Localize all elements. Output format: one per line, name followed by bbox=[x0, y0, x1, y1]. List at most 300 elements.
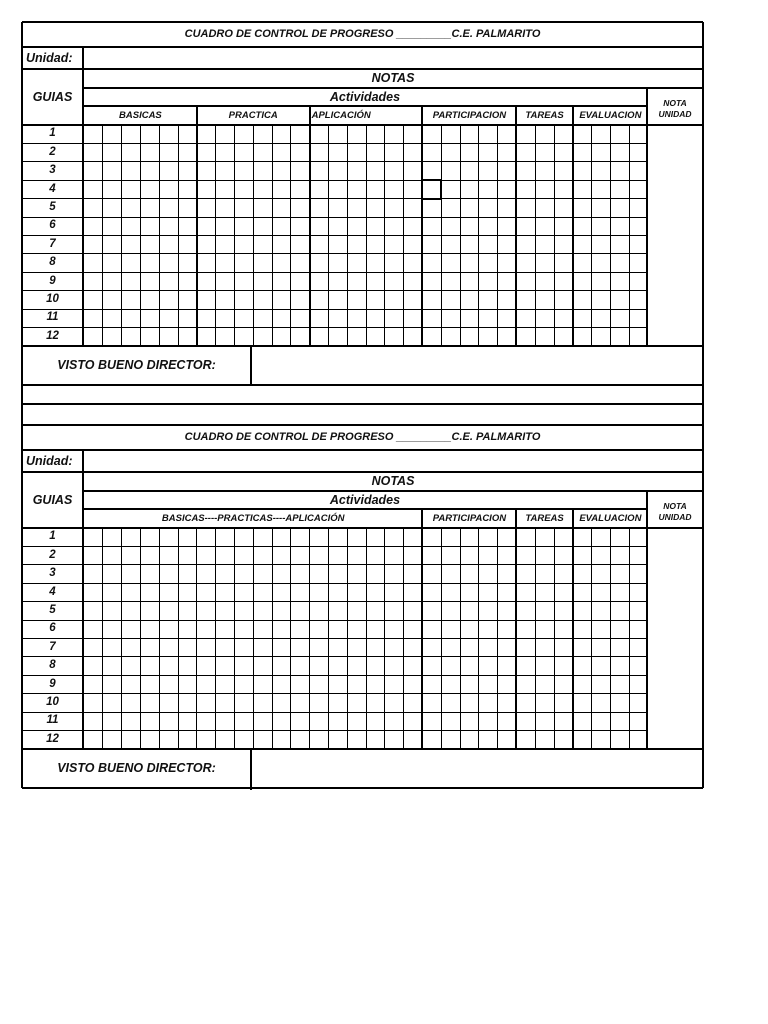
grade-cell[interactable] bbox=[366, 712, 385, 730]
grade-cell[interactable] bbox=[347, 620, 366, 638]
grade-cell[interactable] bbox=[234, 620, 253, 638]
grade-cell[interactable] bbox=[328, 272, 347, 290]
grade-cell[interactable] bbox=[479, 272, 498, 290]
grade-cell[interactable] bbox=[498, 657, 517, 675]
grade-cell[interactable] bbox=[103, 254, 122, 272]
grade-cell[interactable] bbox=[310, 217, 329, 235]
grade-cell[interactable] bbox=[498, 546, 517, 564]
grade-cell[interactable] bbox=[84, 602, 103, 620]
grade-cell[interactable] bbox=[347, 125, 366, 143]
grade-cell[interactable] bbox=[291, 254, 310, 272]
grade-cell[interactable] bbox=[103, 327, 122, 345]
grade-cell[interactable] bbox=[479, 327, 498, 345]
grade-cell[interactable] bbox=[366, 180, 385, 198]
grade-cell[interactable] bbox=[253, 638, 272, 656]
grade-cell[interactable] bbox=[159, 638, 178, 656]
blank-row[interactable] bbox=[22, 385, 703, 404]
grade-cell[interactable] bbox=[122, 291, 141, 309]
grade-cell[interactable] bbox=[103, 694, 122, 712]
grade-cell[interactable] bbox=[535, 235, 554, 253]
grade-cell[interactable] bbox=[441, 309, 460, 327]
grade-cell[interactable] bbox=[385, 180, 404, 198]
grade-cell[interactable] bbox=[347, 546, 366, 564]
grade-cell[interactable] bbox=[328, 125, 347, 143]
grade-cell[interactable] bbox=[328, 327, 347, 345]
grade-cell[interactable] bbox=[159, 327, 178, 345]
grade-cell[interactable] bbox=[535, 180, 554, 198]
grade-cell[interactable] bbox=[422, 657, 441, 675]
grade-cell[interactable] bbox=[441, 712, 460, 730]
grade-cell[interactable] bbox=[347, 199, 366, 217]
grade-cell[interactable] bbox=[573, 583, 592, 601]
grade-cell[interactable] bbox=[84, 546, 103, 564]
grade-cell[interactable] bbox=[178, 235, 197, 253]
grade-cell[interactable] bbox=[366, 583, 385, 601]
grade-cell[interactable] bbox=[404, 199, 423, 217]
grade-cell[interactable] bbox=[272, 254, 291, 272]
grade-cell[interactable] bbox=[234, 730, 253, 748]
grade-cell[interactable] bbox=[404, 730, 423, 748]
unidad-input[interactable] bbox=[83, 450, 703, 472]
grade-cell[interactable] bbox=[592, 217, 611, 235]
grade-cell[interactable] bbox=[629, 565, 648, 583]
grade-cell[interactable] bbox=[272, 730, 291, 748]
grade-cell[interactable] bbox=[629, 675, 648, 693]
grade-cell[interactable] bbox=[122, 638, 141, 656]
grade-cell[interactable] bbox=[272, 565, 291, 583]
grade-cell[interactable] bbox=[216, 309, 235, 327]
grade-cell[interactable] bbox=[516, 638, 535, 656]
grade-cell[interactable] bbox=[178, 291, 197, 309]
grade-cell[interactable] bbox=[234, 583, 253, 601]
grade-cell[interactable] bbox=[441, 675, 460, 693]
grade-cell[interactable] bbox=[422, 162, 441, 180]
grade-cell[interactable] bbox=[84, 180, 103, 198]
grade-cell[interactable] bbox=[366, 217, 385, 235]
grade-cell[interactable] bbox=[460, 546, 479, 564]
grade-cell[interactable] bbox=[592, 272, 611, 290]
grade-cell[interactable] bbox=[479, 694, 498, 712]
grade-cell[interactable] bbox=[291, 125, 310, 143]
grade-cell[interactable] bbox=[159, 546, 178, 564]
grade-cell[interactable] bbox=[554, 162, 573, 180]
grade-cell[interactable] bbox=[498, 565, 517, 583]
grade-cell[interactable] bbox=[272, 199, 291, 217]
grade-cell[interactable] bbox=[347, 235, 366, 253]
grade-cell[interactable] bbox=[535, 272, 554, 290]
grade-cell[interactable] bbox=[310, 199, 329, 217]
grade-cell[interactable] bbox=[422, 528, 441, 546]
grade-cell[interactable] bbox=[178, 675, 197, 693]
grade-cell[interactable] bbox=[310, 546, 329, 564]
grade-cell[interactable] bbox=[234, 712, 253, 730]
grade-cell[interactable] bbox=[516, 254, 535, 272]
grade-cell[interactable] bbox=[159, 180, 178, 198]
grade-cell[interactable] bbox=[103, 638, 122, 656]
grade-cell[interactable] bbox=[441, 657, 460, 675]
grade-cell[interactable] bbox=[385, 694, 404, 712]
grade-cell[interactable] bbox=[498, 583, 517, 601]
grade-cell[interactable] bbox=[479, 180, 498, 198]
grade-cell[interactable] bbox=[253, 180, 272, 198]
grade-cell[interactable] bbox=[140, 327, 159, 345]
grade-cell[interactable] bbox=[385, 712, 404, 730]
grade-cell[interactable] bbox=[422, 291, 441, 309]
grade-cell[interactable] bbox=[178, 730, 197, 748]
grade-cell[interactable] bbox=[460, 657, 479, 675]
grade-cell[interactable] bbox=[310, 327, 329, 345]
grade-cell[interactable] bbox=[385, 143, 404, 161]
grade-cell[interactable] bbox=[347, 730, 366, 748]
grade-cell[interactable] bbox=[122, 199, 141, 217]
grade-cell[interactable] bbox=[404, 125, 423, 143]
grade-cell[interactable] bbox=[84, 254, 103, 272]
grade-cell[interactable] bbox=[385, 675, 404, 693]
grade-cell[interactable] bbox=[216, 199, 235, 217]
grade-cell[interactable] bbox=[234, 235, 253, 253]
grade-cell[interactable] bbox=[253, 565, 272, 583]
grade-cell[interactable] bbox=[573, 254, 592, 272]
grade-cell[interactable] bbox=[234, 180, 253, 198]
grade-cell[interactable] bbox=[516, 235, 535, 253]
grade-cell[interactable] bbox=[291, 602, 310, 620]
grade-cell[interactable] bbox=[140, 162, 159, 180]
grade-cell[interactable] bbox=[610, 217, 629, 235]
grade-cell[interactable] bbox=[385, 217, 404, 235]
grade-cell[interactable] bbox=[197, 235, 216, 253]
grade-cell[interactable] bbox=[592, 638, 611, 656]
grade-cell[interactable] bbox=[216, 620, 235, 638]
grade-cell[interactable] bbox=[554, 309, 573, 327]
grade-cell[interactable] bbox=[629, 327, 648, 345]
grade-cell[interactable] bbox=[554, 180, 573, 198]
grade-cell[interactable] bbox=[140, 565, 159, 583]
grade-cell[interactable] bbox=[84, 694, 103, 712]
grade-cell[interactable] bbox=[291, 235, 310, 253]
grade-cell[interactable] bbox=[197, 162, 216, 180]
grade-cell[interactable] bbox=[347, 583, 366, 601]
grade-cell[interactable] bbox=[272, 235, 291, 253]
grade-cell[interactable] bbox=[422, 694, 441, 712]
grade-cell[interactable] bbox=[347, 143, 366, 161]
grade-cell[interactable] bbox=[234, 162, 253, 180]
grade-cell[interactable] bbox=[385, 235, 404, 253]
grade-cell[interactable] bbox=[310, 235, 329, 253]
grade-cell[interactable] bbox=[385, 254, 404, 272]
grade-cell[interactable] bbox=[328, 546, 347, 564]
grade-cell[interactable] bbox=[159, 730, 178, 748]
grade-cell[interactable] bbox=[122, 143, 141, 161]
grade-cell[interactable] bbox=[84, 327, 103, 345]
grade-cell[interactable] bbox=[573, 730, 592, 748]
grade-cell[interactable] bbox=[592, 309, 611, 327]
grade-cell[interactable] bbox=[366, 730, 385, 748]
grade-cell[interactable] bbox=[347, 712, 366, 730]
grade-cell[interactable] bbox=[498, 638, 517, 656]
grade-cell[interactable] bbox=[328, 638, 347, 656]
grade-cell[interactable] bbox=[516, 565, 535, 583]
grade-cell[interactable] bbox=[84, 199, 103, 217]
grade-cell[interactable] bbox=[310, 602, 329, 620]
grade-cell[interactable] bbox=[310, 125, 329, 143]
grade-cell[interactable] bbox=[366, 235, 385, 253]
grade-cell[interactable] bbox=[103, 712, 122, 730]
grade-cell[interactable] bbox=[441, 583, 460, 601]
grade-cell[interactable] bbox=[178, 327, 197, 345]
grade-cell[interactable] bbox=[629, 125, 648, 143]
grade-cell[interactable] bbox=[479, 162, 498, 180]
grade-cell[interactable] bbox=[498, 162, 517, 180]
grade-cell[interactable] bbox=[498, 309, 517, 327]
grade-cell[interactable] bbox=[84, 125, 103, 143]
grade-cell[interactable] bbox=[592, 730, 611, 748]
grade-cell[interactable] bbox=[404, 309, 423, 327]
grade-cell[interactable] bbox=[516, 602, 535, 620]
grade-cell[interactable] bbox=[122, 309, 141, 327]
grade-cell[interactable] bbox=[404, 583, 423, 601]
grade-cell[interactable] bbox=[629, 199, 648, 217]
grade-cell[interactable] bbox=[159, 583, 178, 601]
grade-cell[interactable] bbox=[535, 199, 554, 217]
grade-cell[interactable] bbox=[310, 730, 329, 748]
grade-cell[interactable] bbox=[573, 675, 592, 693]
grade-cell[interactable] bbox=[460, 125, 479, 143]
grade-cell[interactable] bbox=[291, 143, 310, 161]
grade-cell[interactable] bbox=[216, 162, 235, 180]
grade-cell[interactable] bbox=[573, 620, 592, 638]
grade-cell[interactable] bbox=[629, 546, 648, 564]
grade-cell[interactable] bbox=[178, 546, 197, 564]
grade-cell[interactable] bbox=[140, 620, 159, 638]
grade-cell[interactable] bbox=[310, 583, 329, 601]
grade-cell[interactable] bbox=[404, 546, 423, 564]
grade-cell[interactable] bbox=[103, 235, 122, 253]
grade-cell[interactable] bbox=[592, 235, 611, 253]
grade-cell[interactable] bbox=[197, 254, 216, 272]
grade-cell[interactable] bbox=[441, 528, 460, 546]
grade-cell[interactable] bbox=[178, 272, 197, 290]
grade-cell[interactable] bbox=[197, 180, 216, 198]
grade-cell[interactable] bbox=[328, 565, 347, 583]
grade-cell[interactable] bbox=[197, 730, 216, 748]
grade-cell[interactable] bbox=[610, 272, 629, 290]
grade-cell[interactable] bbox=[103, 125, 122, 143]
grade-cell[interactable] bbox=[441, 620, 460, 638]
grade-cell[interactable] bbox=[535, 602, 554, 620]
grade-cell[interactable] bbox=[610, 528, 629, 546]
grade-cell[interactable] bbox=[272, 546, 291, 564]
grade-cell[interactable] bbox=[629, 602, 648, 620]
grade-cell[interactable] bbox=[291, 638, 310, 656]
grade-cell[interactable] bbox=[328, 602, 347, 620]
grade-cell[interactable] bbox=[328, 180, 347, 198]
grade-cell[interactable] bbox=[629, 694, 648, 712]
grade-cell[interactable] bbox=[610, 235, 629, 253]
grade-cell[interactable] bbox=[234, 657, 253, 675]
grade-cell[interactable] bbox=[328, 694, 347, 712]
grade-cell[interactable] bbox=[404, 254, 423, 272]
grade-cell[interactable] bbox=[460, 675, 479, 693]
grade-cell[interactable] bbox=[404, 620, 423, 638]
grade-cell[interactable] bbox=[347, 291, 366, 309]
grade-cell[interactable] bbox=[479, 602, 498, 620]
grade-cell[interactable] bbox=[234, 309, 253, 327]
grade-cell[interactable] bbox=[197, 546, 216, 564]
grade-cell[interactable] bbox=[347, 327, 366, 345]
grade-cell[interactable] bbox=[422, 217, 441, 235]
grade-cell[interactable] bbox=[197, 620, 216, 638]
grade-cell[interactable] bbox=[629, 583, 648, 601]
grade-cell[interactable] bbox=[479, 638, 498, 656]
grade-cell[interactable] bbox=[140, 235, 159, 253]
grade-cell[interactable] bbox=[610, 180, 629, 198]
grade-cell[interactable] bbox=[498, 180, 517, 198]
grade-cell[interactable] bbox=[479, 291, 498, 309]
grade-cell[interactable] bbox=[479, 675, 498, 693]
grade-cell[interactable] bbox=[498, 235, 517, 253]
grade-cell[interactable] bbox=[216, 180, 235, 198]
grade-cell[interactable] bbox=[178, 143, 197, 161]
grade-cell[interactable] bbox=[498, 272, 517, 290]
grade-cell[interactable] bbox=[573, 291, 592, 309]
grade-cell[interactable] bbox=[291, 217, 310, 235]
grade-cell[interactable] bbox=[122, 602, 141, 620]
grade-cell[interactable] bbox=[291, 199, 310, 217]
grade-cell[interactable] bbox=[404, 180, 423, 198]
grade-cell[interactable] bbox=[554, 712, 573, 730]
grade-cell[interactable] bbox=[516, 125, 535, 143]
grade-cell[interactable] bbox=[103, 272, 122, 290]
grade-cell[interactable] bbox=[479, 528, 498, 546]
grade-cell[interactable] bbox=[535, 638, 554, 656]
grade-cell[interactable] bbox=[140, 180, 159, 198]
grade-cell[interactable] bbox=[197, 565, 216, 583]
grade-cell[interactable] bbox=[178, 180, 197, 198]
grade-cell[interactable] bbox=[234, 291, 253, 309]
grade-cell[interactable] bbox=[441, 730, 460, 748]
grade-cell[interactable] bbox=[140, 254, 159, 272]
grade-cell[interactable] bbox=[554, 272, 573, 290]
grade-cell[interactable] bbox=[573, 125, 592, 143]
grade-cell[interactable] bbox=[460, 217, 479, 235]
grade-cell[interactable] bbox=[498, 217, 517, 235]
grade-cell[interactable] bbox=[516, 309, 535, 327]
grade-cell[interactable] bbox=[291, 657, 310, 675]
grade-cell[interactable] bbox=[272, 143, 291, 161]
grade-cell[interactable] bbox=[140, 528, 159, 546]
grade-cell[interactable] bbox=[234, 694, 253, 712]
grade-cell[interactable] bbox=[84, 235, 103, 253]
grade-cell[interactable] bbox=[122, 675, 141, 693]
grade-cell[interactable] bbox=[291, 583, 310, 601]
grade-cell[interactable] bbox=[573, 657, 592, 675]
grade-cell[interactable] bbox=[140, 583, 159, 601]
grade-cell[interactable] bbox=[441, 327, 460, 345]
grade-cell[interactable] bbox=[404, 143, 423, 161]
grade-cell[interactable] bbox=[178, 309, 197, 327]
grade-cell[interactable] bbox=[366, 291, 385, 309]
grade-cell[interactable] bbox=[385, 602, 404, 620]
grade-cell[interactable] bbox=[84, 217, 103, 235]
grade-cell[interactable] bbox=[234, 254, 253, 272]
grade-cell[interactable] bbox=[479, 620, 498, 638]
grade-cell[interactable] bbox=[253, 657, 272, 675]
grade-cell[interactable] bbox=[516, 620, 535, 638]
grade-cell[interactable] bbox=[479, 199, 498, 217]
visto-bueno-signature-field[interactable] bbox=[252, 749, 703, 788]
grade-cell[interactable] bbox=[592, 199, 611, 217]
grade-cell[interactable] bbox=[610, 125, 629, 143]
grade-cell[interactable] bbox=[140, 309, 159, 327]
grade-cell[interactable] bbox=[479, 712, 498, 730]
grade-cell[interactable] bbox=[272, 583, 291, 601]
grade-cell[interactable] bbox=[84, 583, 103, 601]
grade-cell[interactable] bbox=[253, 125, 272, 143]
grade-cell[interactable] bbox=[498, 602, 517, 620]
grade-cell[interactable] bbox=[629, 272, 648, 290]
grade-cell[interactable] bbox=[140, 291, 159, 309]
grade-cell[interactable] bbox=[197, 199, 216, 217]
grade-cell[interactable] bbox=[535, 730, 554, 748]
grade-cell[interactable] bbox=[535, 694, 554, 712]
grade-cell[interactable] bbox=[498, 528, 517, 546]
grade-cell[interactable] bbox=[592, 694, 611, 712]
grade-cell[interactable] bbox=[310, 180, 329, 198]
grade-cell[interactable] bbox=[573, 638, 592, 656]
grade-cell[interactable] bbox=[498, 675, 517, 693]
grade-cell[interactable] bbox=[234, 199, 253, 217]
grade-cell[interactable] bbox=[253, 528, 272, 546]
grade-cell[interactable] bbox=[610, 712, 629, 730]
grade-cell[interactable] bbox=[422, 143, 441, 161]
grade-cell[interactable] bbox=[253, 291, 272, 309]
grade-cell[interactable] bbox=[610, 602, 629, 620]
grade-cell[interactable] bbox=[103, 657, 122, 675]
grade-cell[interactable] bbox=[366, 309, 385, 327]
grade-cell[interactable] bbox=[272, 620, 291, 638]
grade-cell[interactable] bbox=[103, 199, 122, 217]
grade-cell[interactable] bbox=[216, 638, 235, 656]
grade-cell[interactable] bbox=[479, 235, 498, 253]
grade-cell[interactable] bbox=[422, 235, 441, 253]
grade-cell[interactable] bbox=[216, 583, 235, 601]
grade-cell[interactable] bbox=[291, 546, 310, 564]
grade-cell[interactable] bbox=[253, 602, 272, 620]
grade-cell[interactable] bbox=[197, 583, 216, 601]
grade-cell[interactable] bbox=[629, 620, 648, 638]
grade-cell[interactable] bbox=[535, 583, 554, 601]
grade-cell[interactable] bbox=[159, 694, 178, 712]
grade-cell[interactable] bbox=[554, 254, 573, 272]
grade-cell[interactable] bbox=[103, 180, 122, 198]
grade-cell[interactable] bbox=[216, 528, 235, 546]
grade-cell[interactable] bbox=[516, 272, 535, 290]
grade-cell[interactable] bbox=[310, 254, 329, 272]
grade-cell[interactable] bbox=[554, 143, 573, 161]
grade-cell[interactable] bbox=[366, 620, 385, 638]
grade-cell[interactable] bbox=[347, 180, 366, 198]
grade-cell[interactable] bbox=[610, 620, 629, 638]
selected-cell[interactable] bbox=[421, 179, 442, 199]
grade-cell[interactable] bbox=[366, 272, 385, 290]
grade-cell[interactable] bbox=[347, 565, 366, 583]
grade-cell[interactable] bbox=[197, 602, 216, 620]
grade-cell[interactable] bbox=[122, 620, 141, 638]
grade-cell[interactable] bbox=[253, 143, 272, 161]
grade-cell[interactable] bbox=[422, 638, 441, 656]
grade-cell[interactable] bbox=[103, 730, 122, 748]
grade-cell[interactable] bbox=[366, 199, 385, 217]
